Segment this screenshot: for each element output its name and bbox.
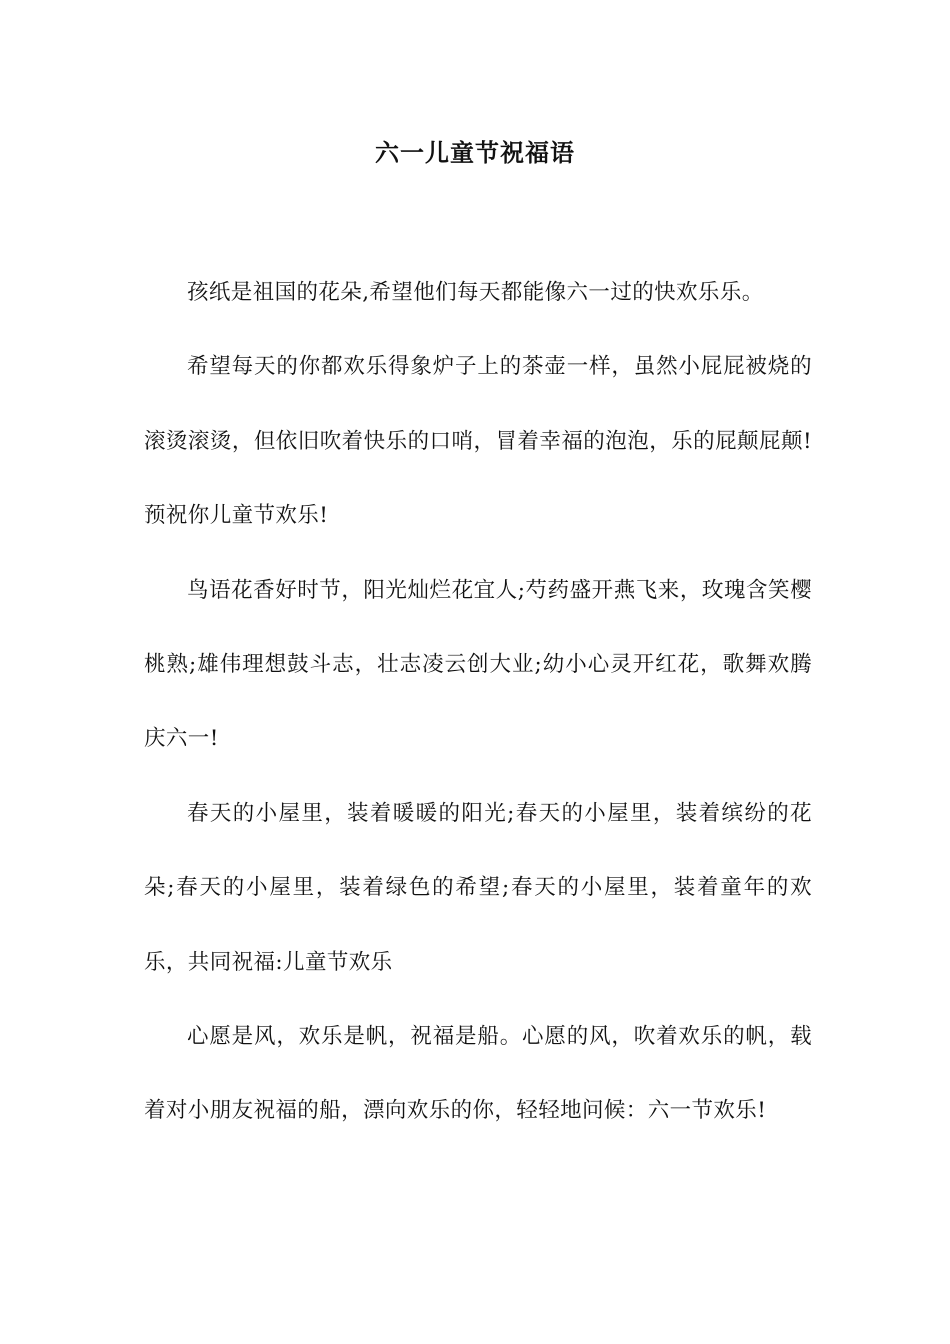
paragraph-4: 春天的小屋里，装着暖暖的阳光;春天的小屋里，装着缤纷的花朵;春天的小屋里，装着绿色的希望;春天的小屋里，装着童年的欢乐，共同祝福:儿童节欢乐: [144, 800, 812, 975]
paragraph-3: 鸟语花香好时节，阳光灿烂花宜人;芍药盛开燕飞来，玫瑰含笑樱桃熟;雄伟理想鼓斗志，壮志凌云创大业;幼小心灵开红花，歌舞欢腾庆六一!: [144, 577, 812, 752]
document-body: [144, 256, 812, 1149]
document-title: 六一儿童节祝福语: [375, 138, 575, 167]
paragraph-1: 孩纸是祖国的花朵,希望他们每天都能像六一过的快欢乐乐。: [187, 280, 764, 305]
paragraph-5: 心愿是风，欢乐是帆，祝福是船。心愿的风，吹着欢乐的帆，载着对小朋友祝福的船，漂向欢乐的你，轻轻地问候：六一节欢乐!: [144, 1024, 812, 1124]
paragraph-2: 希望每天的你都欢乐得象炉子上的茶壶一样，虽然小屁屁被烧的滚烫滚烫，但依旧吹着快乐的口哨，冒着幸福的泡泡，乐的屁颠屁颠!预祝你儿童节欢乐!: [144, 354, 812, 529]
